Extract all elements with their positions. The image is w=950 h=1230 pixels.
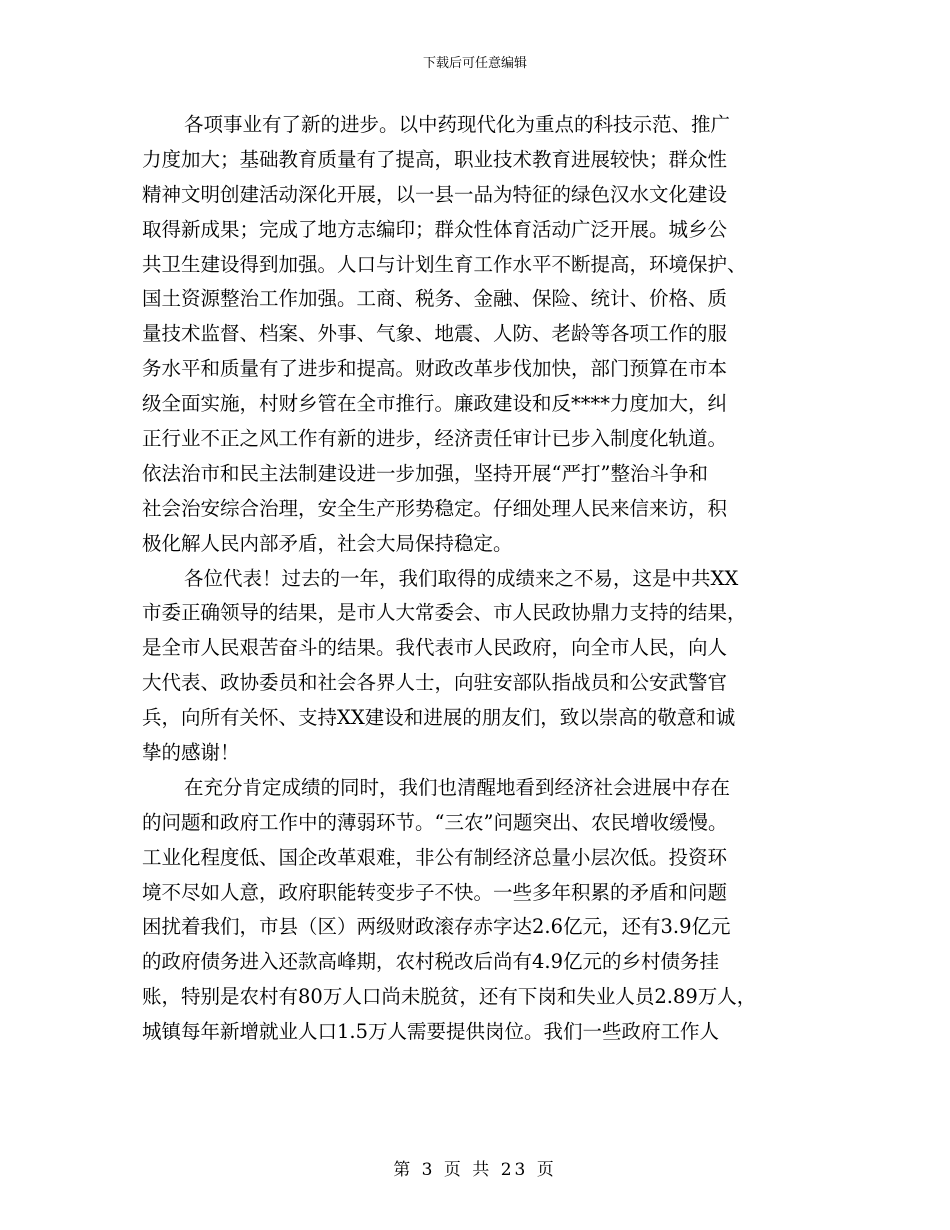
- text-line: 工业化程度低、国企改革艰难，非公有制经济总量小层次低。投资环: [142, 845, 728, 869]
- text-line: 困扰着我们，市县（区）两级财政滚存赤字达2.6亿元，还有3.9亿元: [142, 915, 731, 939]
- text-line: 极化解人民内部矛盾，社会大局保持稳定。: [142, 531, 513, 555]
- text-line: 是全市人民艰苦奋斗的结果。我代表市人民政府，向全市人民，向人: [142, 636, 728, 660]
- text-line: 各位代表！过去的一年，我们取得的成绩来之不易，这是中共XX: [184, 566, 739, 590]
- text-line: 挚的感谢！: [142, 741, 240, 765]
- text-line: 社会治安综合治理，安全生产形势稳定。仔细处理人民来信来访，积: [142, 496, 728, 520]
- text-line: 依法治市和民主法制建设进一步加强，坚持开展“严打”整治斗争和: [142, 461, 708, 485]
- text-line: 市委正确领导的结果，是市人大常委会、市人民政协鼎力支持的结果，: [142, 601, 747, 625]
- text-line: 的问题和政府工作中的薄弱环节。“三农”问题突出、农民增收缓慢。: [142, 810, 728, 834]
- document-body: [142, 108, 822, 1050]
- text-line: 各项事业有了新的进步。以中药现代化为重点的科技示范、推广: [184, 113, 731, 136]
- text-line: 的政府债务进入还款高峰期，农村税改后尚有4.9亿元的乡村债务挂: [142, 950, 720, 974]
- text-line: 城镇每年新增就业人口1.5万人需要提供岗位。我们一些政府工作人: [142, 1020, 720, 1044]
- text-line: 国土资源整治工作加强。工商、税务、金融、保险、统计、价格、质: [142, 287, 728, 311]
- page-header-note: 下载后可任意编辑: [422, 56, 527, 71]
- text-line: 账，特别是农村有80万人口尚未脱贫，还有下岗和失业人员2.89万人，: [142, 985, 757, 1009]
- text-line: 正行业不正之风工作有新的进步，经济责任审计已步入制度化轨道。: [142, 427, 728, 451]
- text-line: 力度加大；基础教育质量有了提高，职业技术教育进展较快；群众性: [142, 147, 728, 171]
- text-line: 境不尽如人意，政府职能转变步子不快。一些多年积累的矛盾和问题: [142, 880, 728, 904]
- page-number: 第 3 页 共 23 页: [393, 1160, 557, 1180]
- text-line: 大代表、政协委员和社会各界人士，向驻安部队指战员和公安武警官: [142, 671, 728, 695]
- text-line: 精神文明创建活动深化开展，以一县一品为特征的绿色汉水文化建设: [142, 182, 728, 206]
- text-line: 在充分肯定成绩的同时，我们也清醒地看到经济社会进展中存在: [184, 775, 731, 799]
- text-line: 量技术监督、档案、外事、气象、地震、人防、老龄等各项工作的服: [142, 322, 728, 346]
- text-line: 级全面实施，村财乡管在全市推行。廉政建设和反****力度加大，纠: [142, 392, 728, 416]
- text-line: 取得新成果；完成了地方志编印；群众性体育活动广泛开展。城乡公: [142, 217, 728, 241]
- text-line: 共卫生建设得到加强。人口与计划生育工作水平不断提高，环境保护、: [142, 252, 747, 276]
- text-line: 兵，向所有关怀、支持XX建设和进展的朋友们，致以崇高的敬意和诚: [142, 706, 736, 730]
- text-line: 务水平和质量有了进步和提高。财政改革步伐加快，部门预算在市本: [142, 357, 728, 381]
